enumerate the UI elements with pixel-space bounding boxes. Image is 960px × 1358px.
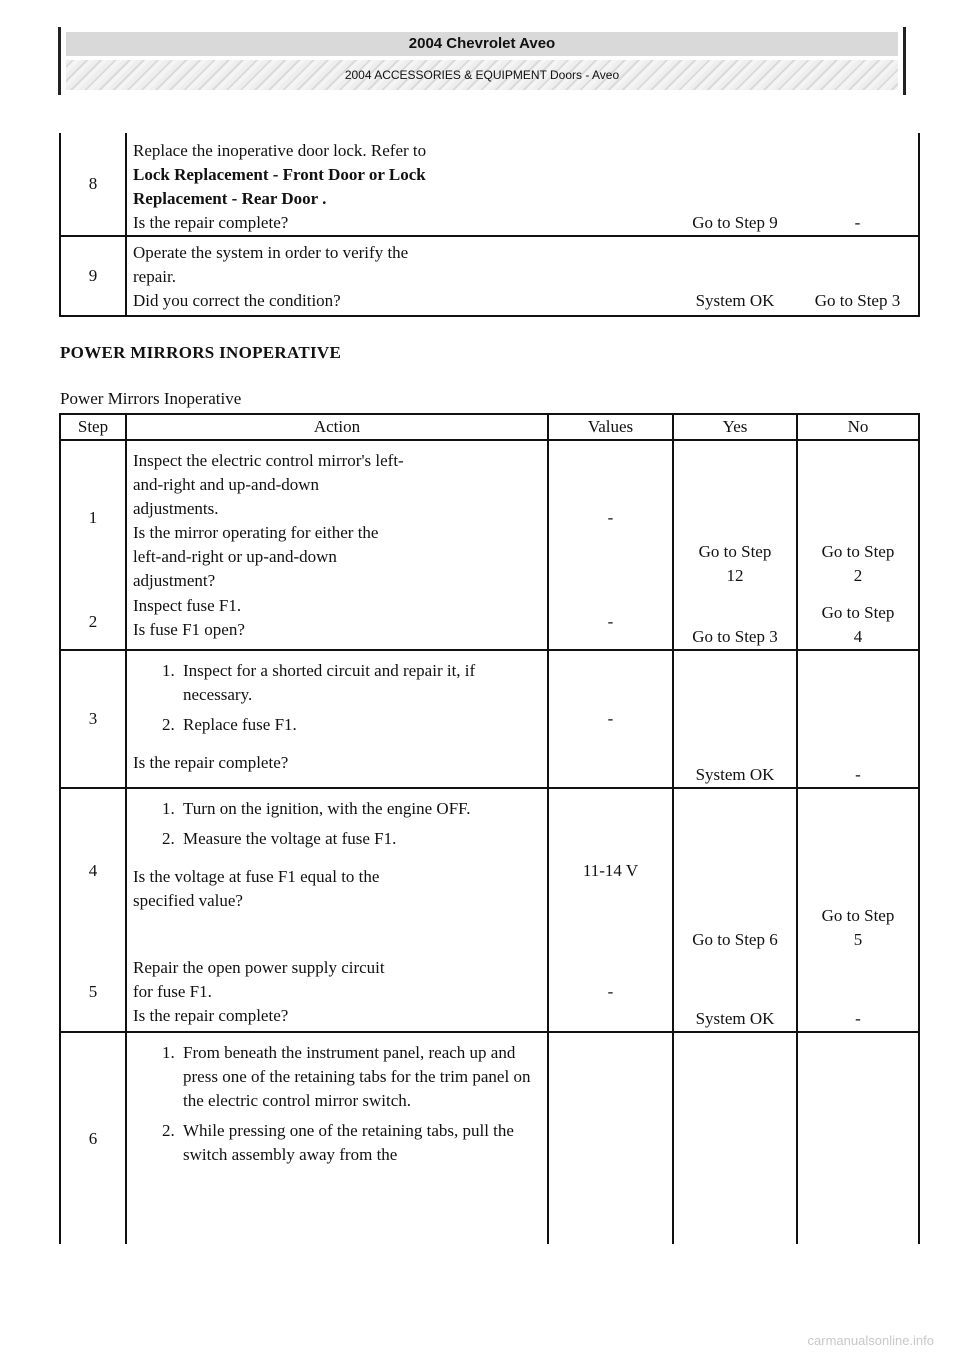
table-row (60, 788, 919, 952)
action-list (133, 1041, 541, 1167)
yes-cell: Go to Step 6 (673, 788, 797, 952)
action-cell (126, 440, 548, 594)
action-question: left-and-right or up-and-down (133, 547, 337, 566)
action-question: Did you correct the condition? (133, 291, 341, 310)
no-cell (797, 594, 919, 650)
yes-cell: System OK (673, 236, 797, 316)
table-row (60, 440, 919, 594)
action-cell (126, 1032, 548, 1244)
watermark: carmanualsonline.info (807, 1333, 934, 1348)
list-item: 2. Measure the voltage at fuse F1. (179, 827, 541, 851)
cross-reference: Lock Replacement - Front Door or Lock (133, 165, 426, 184)
column-header-action: Action (126, 414, 548, 440)
yes-cell (673, 1032, 797, 1244)
no-cell: Go to Step 3 (797, 236, 919, 316)
yes-text: 12 (726, 566, 744, 585)
action-text: Replace the inoperative door lock. Refer to (133, 141, 427, 160)
step-number: 6 (60, 1032, 126, 1244)
no-text: Go to Step (821, 542, 895, 561)
header-left-rule (58, 27, 61, 95)
no-text: 4 (853, 627, 863, 646)
no-text: Go to Step (821, 906, 895, 925)
action-cell (126, 788, 548, 952)
action-question: Is the repair complete? (133, 1006, 289, 1025)
yes-cell: Go to Step 3 (673, 594, 797, 650)
action-text: and-right and up-and-down (133, 475, 320, 494)
action-cell (126, 236, 548, 316)
table-caption: Power Mirrors Inoperative (60, 389, 242, 408)
continued-steps-table (59, 133, 920, 317)
action-text: for fuse F1. (133, 982, 212, 1001)
list-item: 2. While pressing one of the retaining tabs, pull the switch assembly away from the (179, 1119, 531, 1167)
step-number: 5 (60, 952, 126, 1032)
header-right-rule (903, 27, 906, 95)
action-list (133, 659, 541, 737)
action-question: specified value? (133, 891, 243, 910)
table-row (60, 211, 919, 236)
action-question: Is fuse F1 open? (133, 620, 245, 639)
section-title: POWER MIRRORS INOPERATIVE (60, 343, 342, 362)
action-list (133, 797, 541, 851)
table-row (60, 236, 919, 316)
action-question: adjustment? (133, 571, 216, 590)
step-number: 8 (60, 133, 126, 236)
action-cell (126, 594, 548, 650)
no-text: 2 (853, 566, 863, 585)
action-text: Operate the system in order to verify the (133, 243, 409, 262)
no-cell: - (797, 952, 919, 1032)
column-header-step: Step (60, 414, 126, 440)
header-subtitle: 2004 ACCESSORIES & EQUIPMENT Doors - Aveo (66, 60, 898, 90)
action-question: Is the repair complete? (133, 753, 289, 772)
step-number: 1 (60, 440, 126, 594)
action-cell (126, 952, 548, 1032)
table-row (60, 1032, 919, 1244)
step-number: 9 (60, 236, 126, 316)
table-row (60, 650, 919, 788)
values-cell: - (548, 594, 673, 650)
values-cell: - (548, 952, 673, 1032)
no-cell (797, 1032, 919, 1244)
action-question: Is the voltage at fuse F1 equal to the (133, 867, 380, 886)
action-question: Is the repair complete? (126, 211, 548, 236)
list-item: 2. Replace fuse F1. (179, 713, 541, 737)
table-row (60, 952, 919, 1032)
no-cell: - (797, 211, 919, 236)
column-header-values: Values (548, 414, 673, 440)
document-header (58, 27, 906, 95)
values-cell: 11-14 V (548, 788, 673, 952)
action-cell (126, 133, 548, 211)
no-cell (797, 788, 919, 952)
list-item: 1. Inspect for a shorted circuit and repair it, if necessary. (179, 659, 541, 707)
action-text: Inspect fuse F1. (133, 596, 242, 615)
action-text: adjustments. (133, 499, 219, 518)
yes-cell: Go to Step 9 (692, 213, 778, 232)
diagnostic-table (59, 413, 920, 1244)
action-text: Inspect the electric control mirror's left- (133, 451, 404, 470)
yes-cell: System OK (673, 650, 797, 788)
step-number: 3 (60, 650, 126, 788)
values-cell: - (548, 650, 673, 788)
step-number: 2 (60, 594, 126, 650)
no-cell (797, 440, 919, 594)
values-cell: - (548, 440, 673, 594)
column-header-yes: Yes (673, 414, 797, 440)
yes-cell (673, 440, 797, 594)
column-header-no: No (797, 414, 919, 440)
list-item: 1. From beneath the instrument panel, reach up and press one of the retaining tabs for the trim panel on the electric control mirror switch. (179, 1041, 531, 1113)
list-item: 1. Turn on the ignition, with the engine OFF. (179, 797, 541, 821)
no-cell: - (797, 650, 919, 788)
step-number: 4 (60, 788, 126, 952)
no-text: Go to Step (821, 603, 895, 622)
table-row (60, 594, 919, 650)
table-header-row (60, 414, 919, 440)
cross-reference: Replacement - Rear Door . (133, 189, 327, 208)
table-row (60, 133, 919, 211)
yes-text: Go to Step (698, 542, 772, 561)
no-text: 5 (853, 930, 863, 949)
action-text: Repair the open power supply circuit (133, 958, 385, 977)
action-cell (126, 650, 548, 788)
action-question: Is the mirror operating for either the (133, 523, 379, 542)
action-text: repair. (133, 267, 176, 286)
yes-cell: System OK (673, 952, 797, 1032)
values-cell (548, 1032, 673, 1244)
header-title: 2004 Chevrolet Aveo (66, 32, 898, 56)
